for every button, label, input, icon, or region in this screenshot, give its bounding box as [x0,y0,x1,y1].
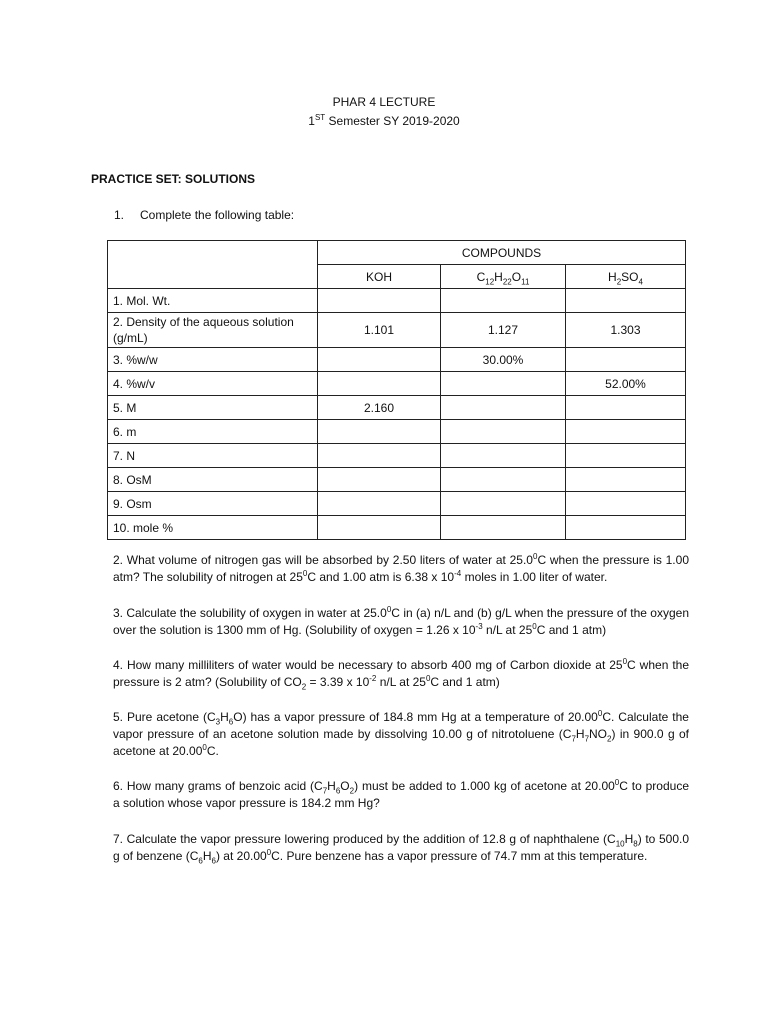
cell-sucrose [441,516,566,540]
question-7: 7. Calculate the vapor pressure lowering produced by the addition of 12.8 g of naphthalene $(C_{10}H_8)$ to 500.0 g of benzene $(C_6H_6)$ at 20.00$^0$C. Pure benzene has a vapor pressure of 74.7 mm at this temperature. [113,832,690,866]
row-label: 10. mole % [108,516,318,540]
row-label: 7. N [108,444,318,468]
cell-sucrose [441,492,566,516]
cell-koh [318,516,441,540]
semester-text: Semester SY 2019-2020 [325,114,460,128]
row-label: 2. Density of the aqueous solution (g/mL) [108,313,318,348]
cell-koh [318,468,441,492]
question-4: 4. How many milliliters of water would be necessary to absorb 400 mg of Carbon dioxide at $25^0C$ when the pressure is 2 atm? (Solubility of $CO_2 = 3.39$ x $10^{-2}$ n/L at $25^0C$ and 1 atm) [113,657,690,692]
row-label: 3. %w/w [108,348,318,372]
cell-h2so4 [566,468,686,492]
question-1 [114,208,294,222]
cell-h2so4 [566,516,686,540]
cell-sucrose [441,420,566,444]
question-3: 3. Calculate the solubility of oxygen in water at 25.0$^0$C in (a) n/L and (b) g/L when the pressure of the oxygen over the solution is 1300 mm of Hg. (Solubility of oxygen = 1.26 x $10^{-3}$ n/L at $25^0C$ and 1 atm) [113,605,690,637]
question-6: 6. How many grams of benzoic acid $(C_7H_6O_2)$ must be added to 1.000 kg of acetone at 20.00$^0$C to produce a solution whose vapor pressure is 184.2 mm Hg? [113,778,689,810]
table-row [108,444,686,468]
cell-koh [318,420,441,444]
table-row [108,289,686,313]
cell-h2so4 [566,396,686,420]
cell-sucrose [441,372,566,396]
cell-koh [318,492,441,516]
cell-sucrose: 30.00% [441,348,566,372]
col-header-sucrose: $C_{12}H_{22}O_{11}$ [441,265,566,289]
table-row [108,396,686,420]
cell-h2so4 [566,348,686,372]
cell-sucrose [441,396,566,420]
question-1-text: Complete the following table: [140,208,295,222]
row-label: 8. OsM [108,468,318,492]
cell-sucrose: 1.127 [441,313,566,348]
cell-h2so4 [566,444,686,468]
cell-h2so4 [566,289,686,313]
compounds-table [107,240,686,540]
cell-h2so4 [566,420,686,444]
table-row [108,313,686,348]
table-row [108,372,686,396]
practice-set-title: PRACTICE SET: SOLUTIONS [91,172,256,186]
document-title: PHAR 4 LECTURE [332,95,436,109]
row-label: 6. m [108,420,318,444]
row-label: 5. M [108,396,318,420]
table-row [108,348,686,372]
cell-koh [318,289,441,313]
compounds-header: COMPOUNDS [318,241,686,265]
cell-sucrose [441,468,566,492]
cell-koh: 2.160 [318,396,441,420]
cell-sucrose [441,444,566,468]
row-label: 4. %w/v [108,372,318,396]
cell-koh [318,444,441,468]
semester-ordinal: ST [314,113,326,122]
table-corner-cell [108,241,318,289]
table-row [108,516,686,540]
row-label: 9. Osm [108,492,318,516]
semester-number: 1 [308,114,315,128]
col-header-h2so4: $H_2SO_4$ [566,265,686,289]
row-label: 1. Mol. Wt. [108,289,318,313]
col-header-koh: KOH [318,265,441,289]
cell-koh: 1.101 [318,313,441,348]
question-5: 5. Pure acetone $(C_3H_6O)$ has a vapor pressure of 184.8 mm Hg at a temperature of 20.00$^0$C. Calculate the vapor pressure of an acetone solution made by dissolving 10.00 g of nitrotoluene $(C_7H_7NO_2)$ in 900.0 g of acetone at 20.00$^0$C. [113,709,690,758]
cell-sucrose [441,289,566,313]
cell-h2so4 [566,492,686,516]
document-subtitle [0,114,768,128]
cell-h2so4: 1.303 [566,313,686,348]
cell-koh [318,348,441,372]
table-row [108,492,686,516]
table-row [108,420,686,444]
cell-koh [318,372,441,396]
table-row [108,468,686,492]
question-1-number: 1. [114,208,125,222]
question-2: 2. What volume of nitrogen gas will be absorbed by 2.50 liters of water at 25.0$^0$C when the pressure is 1.00 atm? The solubility of nitrogen at $25^0C$ and 1.00 atm is 6.38 x $10^{-4}$ moles in 1.00 liter of water. [113,552,689,584]
cell-h2so4: 52.00% [566,372,686,396]
